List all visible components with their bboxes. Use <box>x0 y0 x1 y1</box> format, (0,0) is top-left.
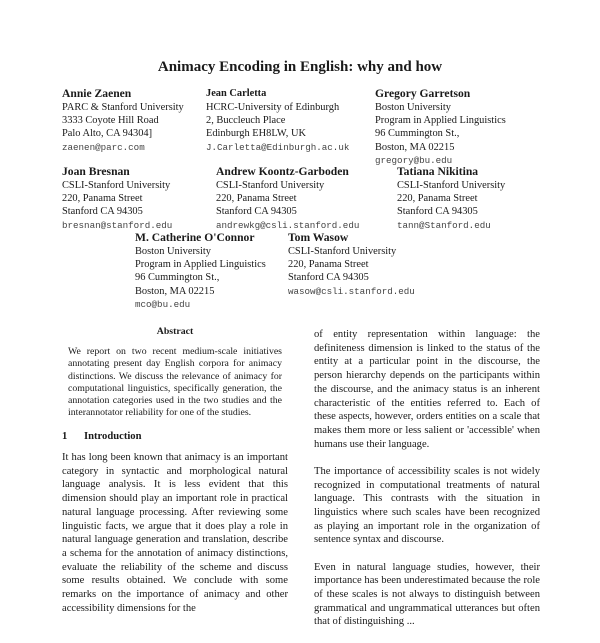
author-affiliation: HCRC-University of Edinburgh <box>206 102 340 113</box>
section-title: Introduction <box>84 431 142 442</box>
author-department: Program in Applied Linguistics <box>135 259 266 271</box>
author-affiliation: CSLI-Stanford University <box>397 180 506 191</box>
author-address: 3333 Coyote Hill Road <box>62 115 159 127</box>
author-email[interactable]: wasow@csli.stanford.edu <box>288 285 415 297</box>
author-name: Gregory Garretson <box>375 87 471 100</box>
author-email[interactable]: J.Carletta@Edinburgh.ac.uk <box>206 141 350 153</box>
author-department: Program in Applied Linguistics <box>375 115 506 127</box>
author-name: Tatiana Nikitina <box>397 165 479 178</box>
author-name: M. Catherine O'Connor <box>135 231 255 244</box>
right-column <box>314 328 540 643</box>
section-heading <box>62 431 142 442</box>
author-affiliation: Boston University <box>375 102 451 113</box>
author-address: 220, Panama Street <box>216 193 297 205</box>
author-name: Tom Wasow <box>288 231 349 244</box>
author-email[interactable]: tann@Stanford.edu <box>397 219 491 231</box>
author-address: Stanford CA 94305 <box>397 206 478 218</box>
author-address: 2, Buccleuch Place <box>206 115 286 127</box>
body-paragraph: It has long been known that animacy is an important category in syntactic and morphological natural language analysis. It is less evident that this dimension should play an important role in practical natural language processing. After reviewing some linguistic facts, we argue that it does play a role in natural language generation and translation, describe a schema for the annotation of animacy distinctions, evaluate the reliability of the scheme and discuss some results obtained. We conclude with some remarks on the importance of animacy and other accessibility dimensions for the <box>62 452 288 614</box>
body-paragraph: of entity representation within language: the definiteness dimension is linked to the status of the entity at a particular point in the discourse, the person hierarchy depends on the participants within the discourse, and the animacy status is an inherent characteristic of the entities referred to. Each of these aspects, however, orders entities on a scale that makes them more or less salient or 'accessible' when humans use their language. <box>314 329 540 450</box>
author-address: 220, Panama Street <box>397 193 478 205</box>
author-address: 96 Cummington St., <box>375 128 460 140</box>
abstract-heading: Abstract <box>156 326 194 337</box>
author-address: 96 Cummington St., <box>135 272 220 284</box>
author-name: Jean Carletta <box>206 88 267 99</box>
author-block <box>62 165 172 232</box>
left-column <box>62 451 288 629</box>
paper-title: Animacy Encoding in English: why and how <box>157 59 443 75</box>
author-block <box>206 87 349 154</box>
author-affiliation: PARC & Stanford University <box>62 102 184 113</box>
author-block <box>288 231 415 298</box>
author-affiliation: Boston University <box>135 246 211 257</box>
author-name: Annie Zaenen <box>62 87 132 100</box>
section-number: 1 <box>62 431 68 442</box>
author-address: Edinburgh EH8LW, UK <box>206 128 306 140</box>
author-address: Stanford CA 94305 <box>62 206 143 218</box>
author-address: Stanford CA 94305 <box>288 272 369 284</box>
author-address: Boston, MA 02215 <box>375 141 455 153</box>
author-address: Palo Alto, CA 94304] <box>62 128 153 140</box>
author-affiliation: CSLI-Stanford University <box>216 180 325 191</box>
author-email[interactable]: zaenen@parc.com <box>62 141 145 153</box>
author-address: 220, Panama Street <box>62 193 143 205</box>
body-paragraph: The importance of accessibility scales is not widely recognized in computational treatments of natural language. This contrasts with the situation in linguistics where such scales have been recognized as playing an important role in the organization of sentence syntax and discourse. <box>314 465 540 546</box>
author-address: 220, Panama Street <box>288 259 369 271</box>
author-email[interactable]: bresnan@stanford.edu <box>62 219 173 231</box>
author-block <box>375 87 506 167</box>
author-block <box>62 87 184 154</box>
author-email[interactable]: mco@bu.edu <box>135 298 191 310</box>
author-name: Andrew Koontz-Garboden <box>216 165 349 178</box>
author-email[interactable]: gregory@bu.edu <box>375 154 453 166</box>
author-address: Boston, MA 02215 <box>135 285 215 297</box>
author-block <box>397 165 505 232</box>
author-name: Joan Bresnan <box>62 165 130 178</box>
author-block <box>216 165 359 232</box>
body-paragraph: Even in natural language studies, however, their importance has been underestimated because the role of these scales is not always to distinguish between grammatical and ungrammatical utterances but often that of distinguishing ... <box>314 561 540 628</box>
author-email[interactable]: andrewkg@csli.stanford.edu <box>216 219 360 231</box>
abstract-text: We report on two recent medium-scale initiatives annotating present day English corpora for animacy distinctions. We discuss the relevance of animacy for computational linguistics, specifically generation, the annotation categories used in the two studies and the interannotator reliability for one of the studies. <box>68 346 282 419</box>
author-affiliation: CSLI-Stanford University <box>62 180 171 191</box>
author-affiliation: CSLI-Stanford University <box>288 246 397 257</box>
author-address: Stanford CA 94305 <box>216 206 297 218</box>
author-block <box>135 231 266 311</box>
